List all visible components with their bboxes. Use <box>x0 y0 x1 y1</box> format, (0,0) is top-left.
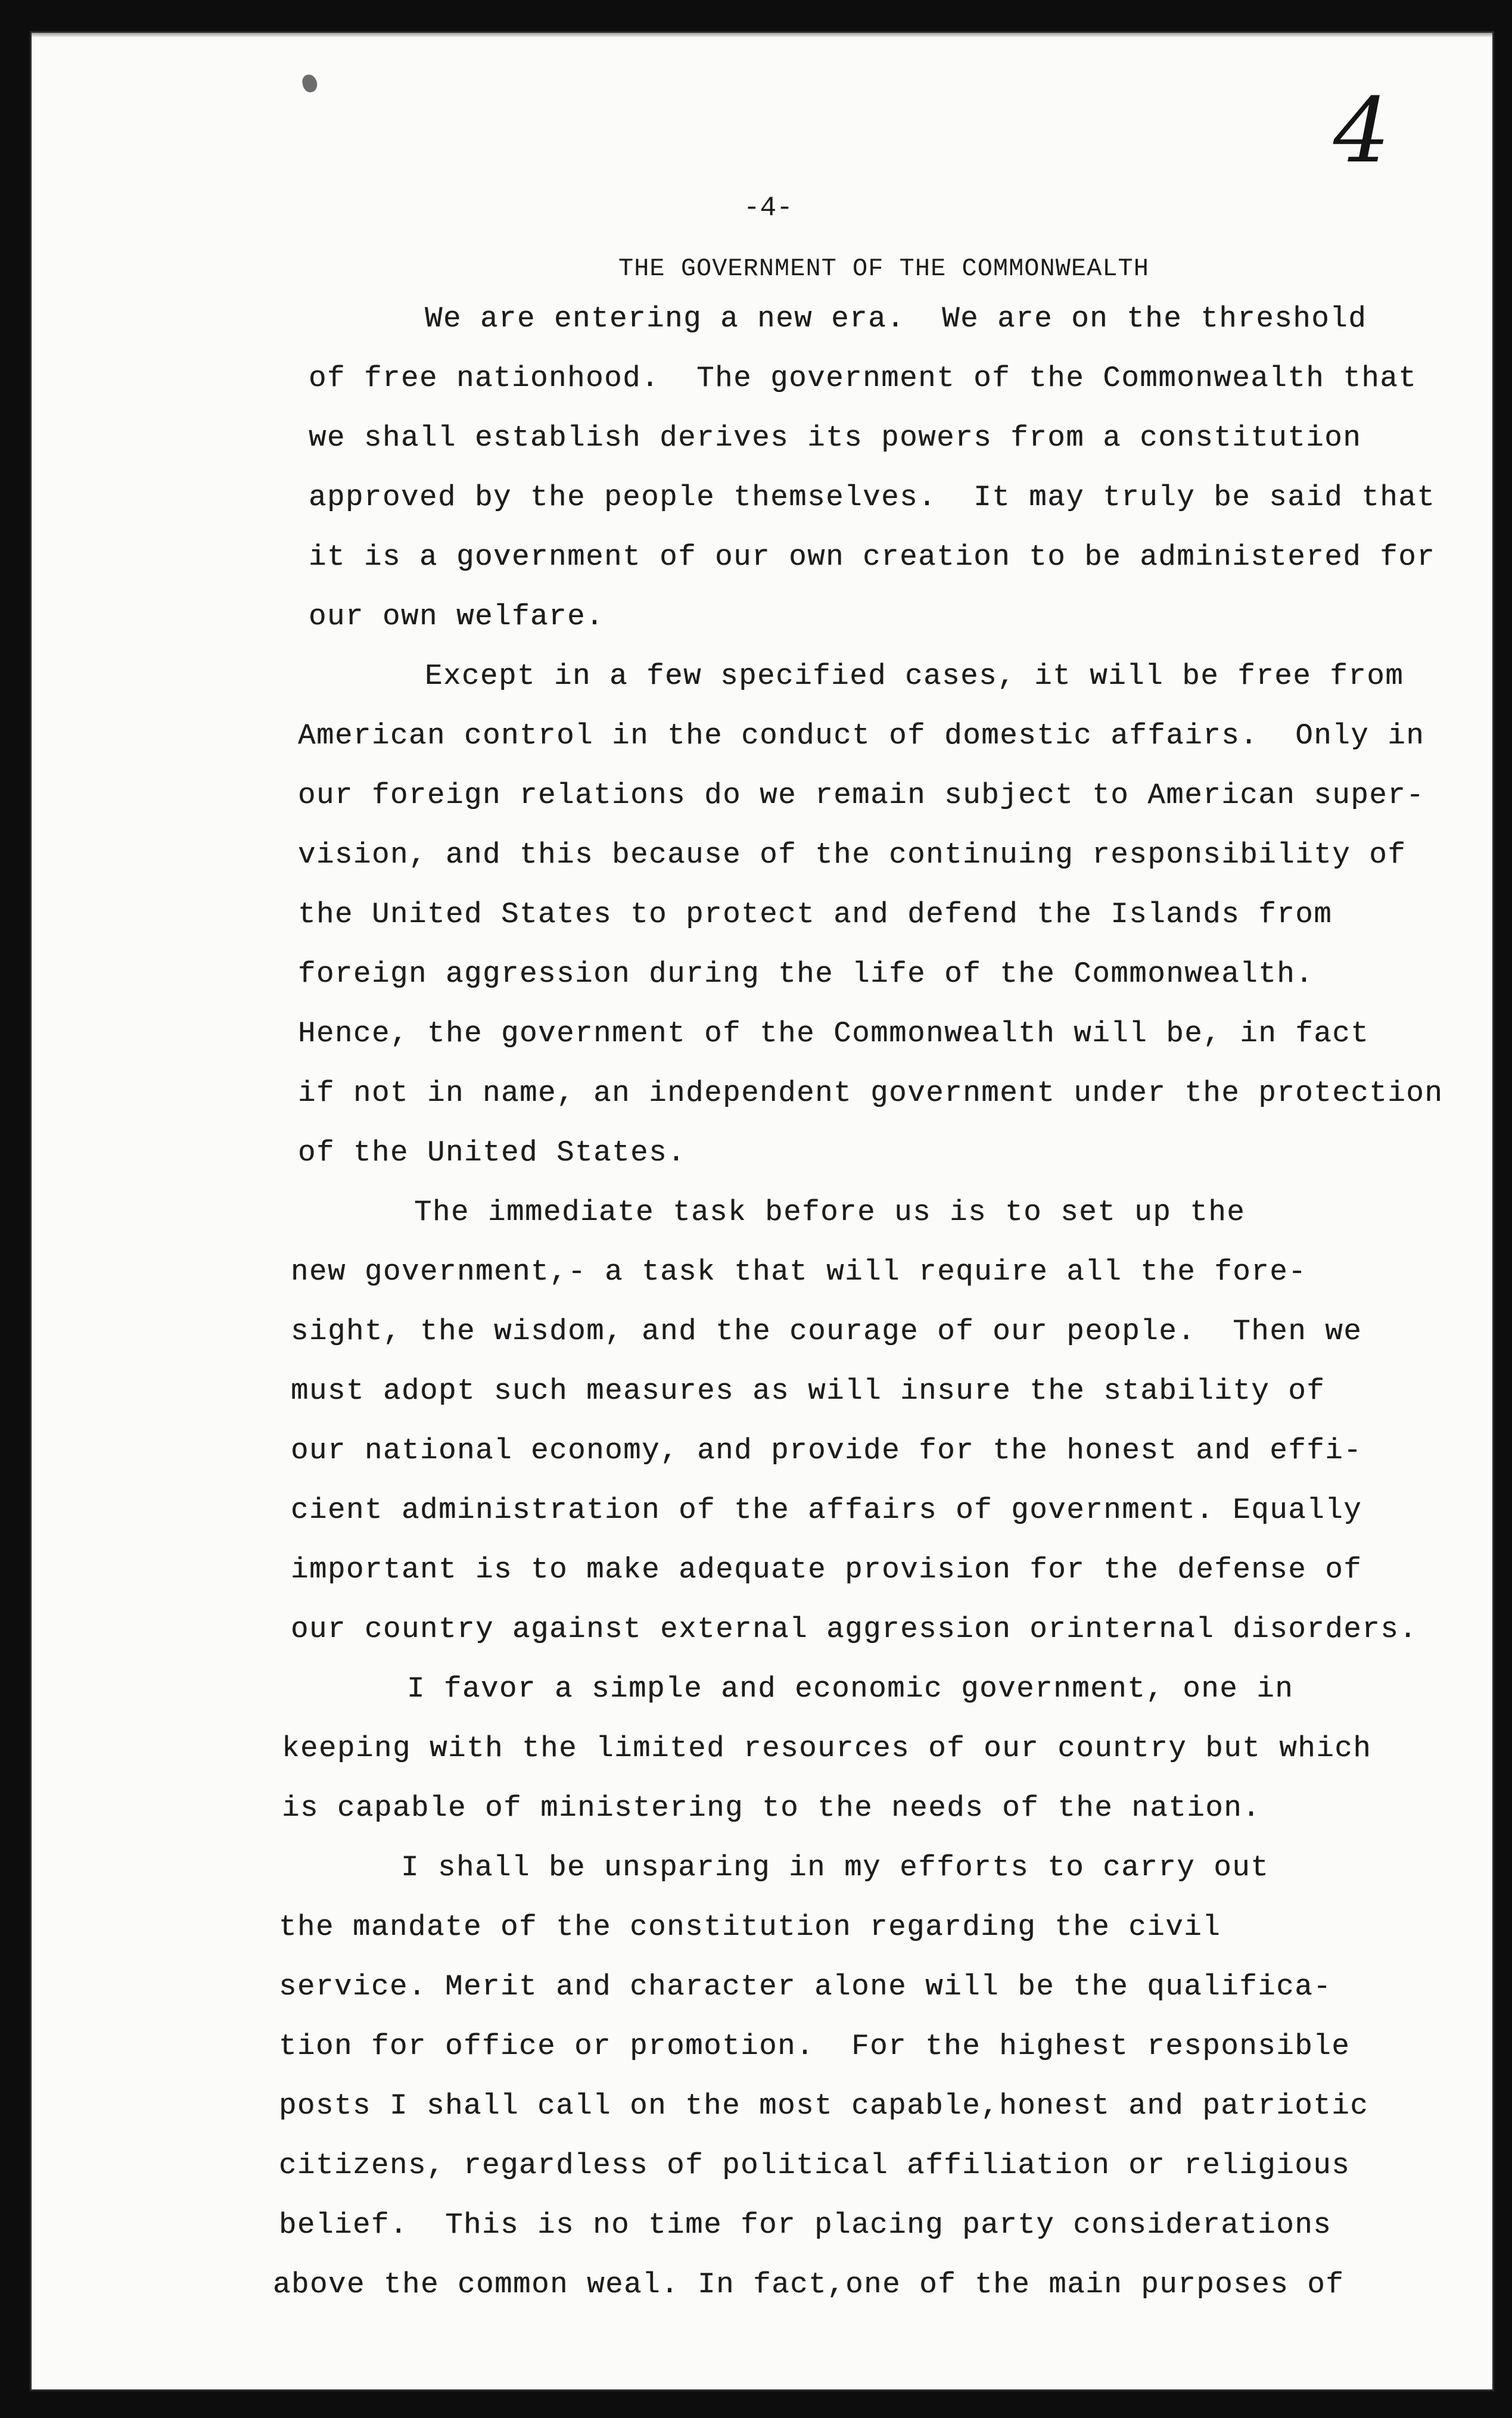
handwritten-page-number: 4 <box>1333 79 1390 183</box>
text-line: belief. This is no time for placing party considerations <box>279 2208 1332 2242</box>
text-line: approved by the people themselves. It may truly be said that <box>309 481 1436 514</box>
text-line: sight, the wisdom, and the courage of our people. Then we <box>291 1315 1362 1348</box>
text-line: vision, and this because of the continuing responsibility of <box>298 838 1407 872</box>
text-line: tion for office or promotion. For the highest responsible <box>279 2030 1351 2063</box>
text-line: the mandate of the constitution regarding the civil <box>279 1910 1221 1944</box>
ink-smudge <box>301 73 319 94</box>
typed-page-number: -4- <box>743 192 793 223</box>
text-line: our foreign relations do we remain subject to American super- <box>298 779 1425 812</box>
text-line: new government,- a task that will require all the fore- <box>291 1255 1307 1289</box>
text-line: citizens, regardless of political affiliation or religious <box>279 2149 1351 2182</box>
page-title: THE GOVERNMENT OF THE COMMONWEALTH <box>618 254 1149 283</box>
text-line: important is to make adequate provision for the defense of <box>291 1553 1362 1586</box>
text-line: we shall establish derives its powers from a constitution <box>309 421 1362 455</box>
text-line: keeping with the limited resources of our country but which <box>282 1732 1372 1765</box>
text-line: The immediate task before us is to set up the <box>414 1196 1246 1229</box>
text-line: must adopt such measures as will insure the stability of <box>291 1374 1326 1408</box>
text-line: above the common weal. In fact,one of the main purposes of <box>273 2268 1345 2301</box>
text-line: Hence, the government of the Commonwealth will be, in fact <box>298 1017 1370 1050</box>
text-line: Except in a few specified cases, it will be free from <box>425 659 1404 693</box>
text-line: is capable of ministering to the needs of the nation. <box>282 1791 1261 1825</box>
text-line: I favor a simple and economic government, one in <box>407 1672 1294 1706</box>
text-line: I shall be unsparing in my efforts to carry out <box>401 1851 1270 1884</box>
text-line: American control in the conduct of domestic affairs. Only in <box>298 719 1425 752</box>
text-line: of free nationhood. The government of the Commonwealth that <box>309 362 1417 395</box>
text-line: cient administration of the affairs of government. Equally <box>291 1493 1362 1527</box>
text-line: service. Merit and character alone will be the qualifica- <box>279 1970 1332 2003</box>
text-line: our own welfare. <box>309 600 605 633</box>
text-line: We are entering a new era. We are on the threshold <box>425 302 1367 335</box>
text-line: foreign aggression during the life of the Commonwealth. <box>298 957 1314 991</box>
text-line: of the United States. <box>298 1136 686 1169</box>
text-line: our country against external aggression orinternal disorders. <box>291 1613 1418 1646</box>
document-page <box>30 31 1494 2391</box>
text-line: it is a government of our own creation to be administered for <box>309 540 1436 574</box>
text-line: our national economy, and provide for the honest and effi- <box>291 1434 1362 1467</box>
text-line: the United States to protect and defend the Islands from <box>298 898 1333 931</box>
text-line: if not in name, an independent government under the protection <box>298 1076 1443 1110</box>
text-line: posts I shall call on the most capable,honest and patriotic <box>279 2089 1369 2123</box>
